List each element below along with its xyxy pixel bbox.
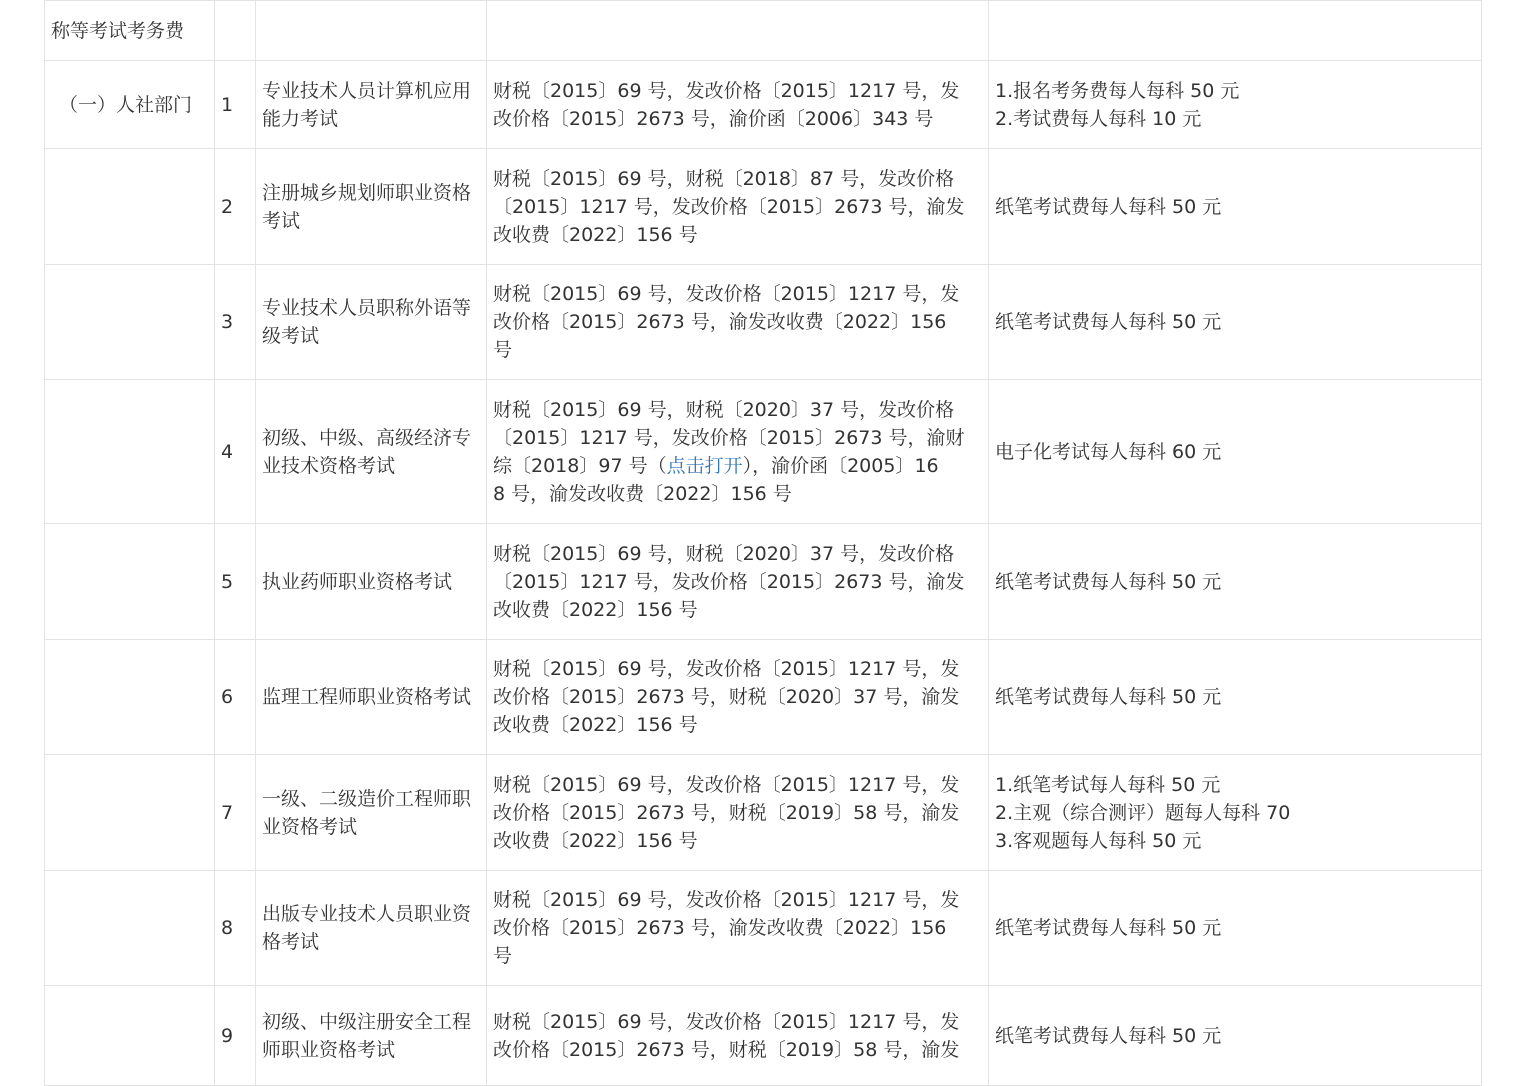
- basis-text: ），渝价函〔2005〕16: [742, 454, 939, 477]
- basis-line: 财税〔2015〕69 号，发改价格〔2015〕1217 号，发: [493, 773, 960, 796]
- basis-line: 财税〔2015〕69 号，财税〔2020〕37 号，发改价格: [493, 542, 955, 565]
- basis-line: 改价格〔2015〕2673 号，渝价函〔2006〕343 号: [493, 107, 934, 130]
- basis-line: 改收费〔2022〕156 号: [493, 714, 698, 736]
- exam-name: 监理工程师职业资格考试: [256, 640, 487, 755]
- exam-name: 注册城乡规划师职业资格考试: [256, 149, 487, 265]
- row-number: 1: [215, 61, 256, 149]
- row-number: 7: [215, 755, 256, 871]
- exam-name: 专业技术人员职称外语等级考试: [256, 265, 487, 380]
- fee-standard: [989, 61, 1482, 149]
- department-label: （一）人社部门: [59, 93, 193, 116]
- fee-standard: [989, 265, 1482, 380]
- exam-fee-table: [44, 0, 1482, 1086]
- basis-line: 财税〔2015〕69 号，财税〔2020〕37 号，发改价格: [493, 398, 955, 421]
- standard-line: 电子化考试每人每科 60 元: [995, 440, 1222, 463]
- table-row: [45, 640, 1482, 755]
- basis-line: 号: [493, 945, 513, 967]
- fee-standard: [989, 986, 1482, 1086]
- table-row: [45, 871, 1482, 986]
- standard-line: 3.客观题每人每科 50 元: [995, 829, 1202, 852]
- table-row-header: [45, 1, 1482, 61]
- table-row: [45, 524, 1482, 640]
- department-cell: [45, 380, 215, 524]
- row-number: 4: [215, 380, 256, 524]
- basis-line: 改价格〔2015〕2673 号，财税〔2019〕58 号，渝发: [493, 1038, 960, 1061]
- basis-line: 改价格〔2015〕2673 号，渝发改收费〔2022〕156: [493, 917, 947, 939]
- department-cell: [45, 871, 215, 986]
- basis-line: 财税〔2015〕69 号，发改价格〔2015〕1217 号，发: [493, 283, 960, 305]
- department-cell: [45, 524, 215, 640]
- table-row: [45, 986, 1482, 1086]
- table-row: [45, 149, 1482, 265]
- policy-basis: [487, 755, 989, 871]
- table-row: [45, 61, 1482, 149]
- basis-line: 8 号，渝发改收费〔2022〕156 号: [493, 482, 792, 505]
- basis-line: 财税〔2015〕69 号，发改价格〔2015〕1217 号，发: [493, 79, 960, 102]
- basis-line: 改价格〔2015〕2673 号，财税〔2020〕37 号，渝发: [493, 686, 960, 708]
- fee-standard: [989, 640, 1482, 755]
- policy-basis: [487, 986, 989, 1086]
- category-label: 称等考试考务费: [51, 19, 185, 42]
- standard-line: 纸笔考试费每人每科 50 元: [995, 917, 1222, 939]
- basis-cell: [487, 1, 989, 61]
- basis-line: 财税〔2015〕69 号，发改价格〔2015〕1217 号，发: [493, 658, 960, 680]
- fee-standard: [989, 149, 1482, 265]
- table-row: [45, 755, 1482, 871]
- row-number: 3: [215, 265, 256, 380]
- fee-standard: [989, 871, 1482, 986]
- basis-line: 改价格〔2015〕2673 号，财税〔2019〕58 号，渝发: [493, 801, 960, 824]
- basis-line: 改价格〔2015〕2673 号，渝发改收费〔2022〕156: [493, 311, 947, 333]
- basis-line: 〔2015〕1217 号，发改价格〔2015〕2673 号，渝发: [493, 195, 965, 218]
- basis-line: 〔2015〕1217 号，发改价格〔2015〕2673 号，渝发: [493, 570, 965, 593]
- standard-line: 纸笔考试费每人每科 50 元: [995, 1024, 1222, 1047]
- basis-line: 改收费〔2022〕156 号: [493, 598, 698, 621]
- standard-line: 1.纸笔考试每人每科 50 元: [995, 773, 1221, 796]
- department-cell: [45, 61, 215, 149]
- standard-line: 2.考试费每人每科 10 元: [995, 107, 1202, 130]
- exam-name: 初级、中级注册安全工程师职业资格考试: [256, 986, 487, 1086]
- department-cell: [45, 640, 215, 755]
- table-row: [45, 380, 1482, 524]
- basis-line: 财税〔2015〕69 号，发改价格〔2015〕1217 号，发: [493, 1010, 960, 1033]
- standard-line: 1.报名考务费每人每科 50 元: [995, 79, 1240, 102]
- fee-standard: [989, 524, 1482, 640]
- standard-line: 2.主观（综合测评）题每人每科 70: [995, 801, 1291, 824]
- category-cell: [45, 1, 215, 61]
- basis-line: 财税〔2015〕69 号，发改价格〔2015〕1217 号，发: [493, 889, 960, 911]
- exam-name: 初级、中级、高级经济专业技术资格考试: [256, 380, 487, 524]
- table-row: [45, 265, 1482, 380]
- policy-basis: [487, 871, 989, 986]
- exam-name: 专业技术人员计算机应用能力考试: [256, 61, 487, 149]
- policy-basis: [487, 61, 989, 149]
- policy-basis: [487, 524, 989, 640]
- basis-line: 改收费〔2022〕156 号: [493, 829, 698, 852]
- policy-basis: [487, 265, 989, 380]
- row-number: 6: [215, 640, 256, 755]
- policy-basis: [487, 380, 989, 524]
- row-number: 5: [215, 524, 256, 640]
- standard-line: 纸笔考试费每人每科 50 元: [995, 311, 1222, 333]
- department-cell: [45, 755, 215, 871]
- fee-standard: [989, 380, 1482, 524]
- standard-line: 纸笔考试费每人每科 50 元: [995, 686, 1222, 708]
- basis-line: 〔2015〕1217 号，发改价格〔2015〕2673 号，渝财: [493, 426, 965, 449]
- row-number: 2: [215, 149, 256, 265]
- department-cell: [45, 986, 215, 1086]
- row-number: 9: [215, 986, 256, 1086]
- basis-line-with-link: [493, 452, 982, 480]
- policy-basis: [487, 149, 989, 265]
- basis-line: 号: [493, 339, 513, 361]
- basis-text: 综〔2018〕97 号（: [493, 454, 667, 477]
- open-link[interactable]: 点击打开: [666, 454, 743, 477]
- exam-name: 一级、二级造价工程师职业资格考试: [256, 755, 487, 871]
- fee-standard: [989, 755, 1482, 871]
- number-cell: [215, 1, 256, 61]
- standard-line: 纸笔考试费每人每科 50 元: [995, 195, 1222, 218]
- department-cell: [45, 265, 215, 380]
- exam-name-cell: [256, 1, 487, 61]
- row-number: 8: [215, 871, 256, 986]
- exam-name: 出版专业技术人员职业资格考试: [256, 871, 487, 986]
- policy-basis: [487, 640, 989, 755]
- standard-cell: [989, 1, 1482, 61]
- department-cell: [45, 149, 215, 265]
- exam-name: 执业药师职业资格考试: [256, 524, 487, 640]
- basis-line: 改收费〔2022〕156 号: [493, 223, 698, 246]
- standard-line: 纸笔考试费每人每科 50 元: [995, 570, 1222, 593]
- basis-line: 财税〔2015〕69 号，财税〔2018〕87 号，发改价格: [493, 167, 955, 190]
